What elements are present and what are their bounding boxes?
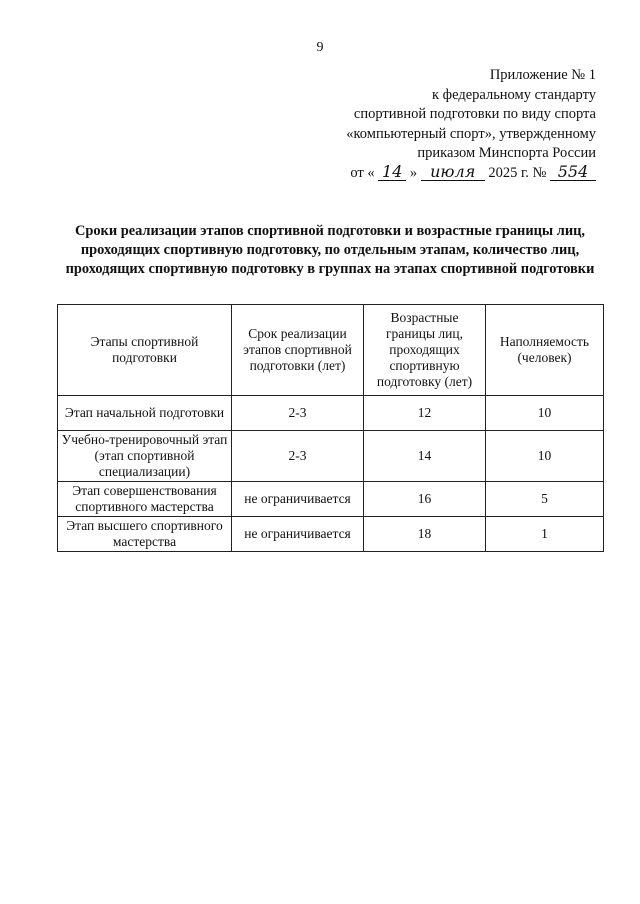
appendix-line: «компьютерный спорт», утвержденному (346, 125, 596, 142)
header-duration: Срок реализации этапов спортивной подготовки (лет) (232, 305, 364, 396)
page-number: 9 (316, 40, 324, 55)
header-age: Возрастные границы лиц, проходящих спортивную подготовку (лет) (364, 305, 486, 396)
table-header-row (58, 305, 604, 396)
header-size: Наполняемость (человек) (486, 305, 604, 396)
cell-size: 10 (486, 396, 604, 431)
document-title: Сроки реализации этапов спортивной подготовки и возрастные границы лиц, проходящих спортивную подготовку, по отдельным этапам, количество лиц, проходящих спортивную подготовку в группах на этапах спортивной подготовки (65, 223, 595, 277)
cell-size: 10 (486, 431, 604, 482)
cell-size: 1 (486, 517, 604, 552)
appendix-block (346, 66, 596, 183)
cell-stage: Этап совершенствования спортивного мастерства (58, 482, 232, 517)
year-text: 2025 г. № (488, 164, 547, 181)
cell-stage: Этап высшего спортивного мастерства (58, 517, 232, 552)
stages-table (57, 304, 604, 552)
table-row (58, 431, 604, 482)
cell-age: 18 (364, 517, 486, 552)
cell-duration: не ограничивается (232, 517, 364, 552)
order-date-line (346, 161, 596, 184)
handwritten-order-number: 554 (550, 164, 596, 181)
appendix-line: спортивной подготовки по виду спорта (353, 106, 596, 122)
cell-duration: 2-3 (232, 431, 364, 482)
cell-stage: Этап начальной подготовки (58, 396, 232, 431)
date-prefix: от « (350, 164, 375, 181)
cell-age: 14 (364, 431, 486, 482)
table-row (58, 396, 604, 431)
appendix-line: к федеральному стандарту (432, 86, 596, 103)
cell-duration: 2-3 (232, 396, 364, 431)
handwritten-day: 14 (378, 164, 406, 181)
date-quote-close: » (409, 164, 418, 181)
cell-duration: не ограничивается (232, 482, 364, 517)
cell-stage: Учебно-тренировочный этап (этап спортивной специализации) (58, 431, 232, 482)
table-row (58, 482, 604, 517)
appendix-line: приказом Минспорта России (417, 145, 596, 161)
appendix-line: Приложение № 1 (489, 67, 596, 83)
cell-age: 16 (364, 482, 486, 517)
header-stage: Этапы спортивной подготовки (58, 305, 232, 396)
handwritten-month: июля (421, 164, 485, 181)
cell-size: 5 (486, 482, 604, 517)
table-row (58, 517, 604, 552)
cell-age: 12 (364, 396, 486, 431)
